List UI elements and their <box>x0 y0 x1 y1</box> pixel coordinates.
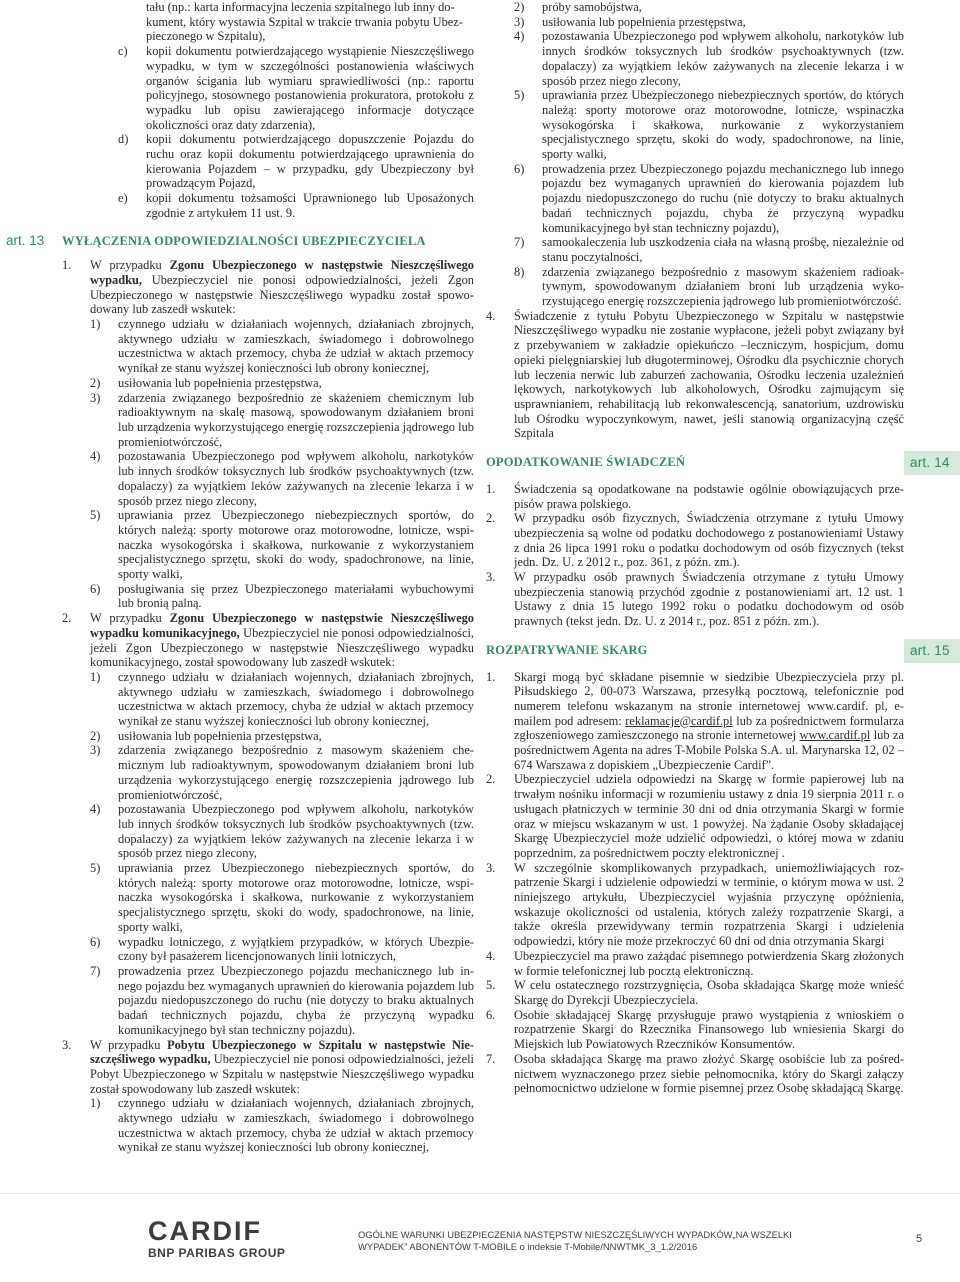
item-text: uprawiania przez Ubezpieczonego niebezpiecznych sportów, do których należą: sporty motorowe oraz motorowodne, lotnicze, wspinaczka wysokogórska i skałkowa, nurkowanie z wykorzystaniem specjalistycznego sprzętu, skoki do wody, spadochronowe, na linie, sporty walki, <box>118 508 474 582</box>
bold-lead: Zgonu Ubezpieczonego w następstwie Nieszczęśliwego wypadku komunikacyjnego, <box>90 611 474 640</box>
paragraph-2-list <box>62 670 474 1038</box>
email-link[interactable]: reklamacje@cardif.pl <box>625 713 733 728</box>
footer-divider <box>0 1193 960 1194</box>
exclusion-item <box>486 235 904 264</box>
item-marker: 1) <box>90 669 101 684</box>
article-title: ROZPATRYWANIE SKARG <box>486 642 648 657</box>
article-14-heading <box>486 455 950 471</box>
item-marker: 2) <box>514 0 525 14</box>
item-marker: e) <box>118 191 128 206</box>
item-c <box>62 44 474 132</box>
exclusion-item <box>62 802 474 861</box>
item-marker: 2) <box>90 728 101 743</box>
item-text: W celu ostatecznego rozstrzygnięcia, Osoba składająca Skargę może wnieść Skargę do Dyrekcji Ubezpieczyciela. <box>514 978 904 1007</box>
item-marker: 4) <box>90 449 101 464</box>
paragraph-text: Świadczenie z tytułu Pobytu Ubezpieczonego w Szpitalu w następstwie Nieszczęśliwego wypadku nie zostanie wypłacone, jeżeli pobyt związany był z przebywaniem w zakładzie opiekuńczo –leczniczym, hospicjum, domu opieki pielęgniarskiej lub długoterminowej, Ośrodku dla psychicznie chorych lub leczenia nerwic lub zaburzeń zachowania, Ośrodku leczenia uzależnień lękowych, narkotykowych lub alkoholowych, Ośrodku zajmującym się usprawnianiem, rehabilitacją lub rekonwalescencją, sanatorium, uzdrowisku lub Ośrodku wypoczynkowym, nawet, jeśli stanowią organizacyjną część Szpitala <box>514 308 904 441</box>
exclusion-item <box>62 861 474 935</box>
item-marker: 3) <box>90 743 101 758</box>
exclusion-item <box>62 317 474 376</box>
item-text: zdarzenia związanego bezpośrednio z masowym skażeniem radioaktywnym, spowodowanym działaniem broni lub urządzenia wykorzystującego energię rozszczepienia jądrowego lub promieniotwórczość. <box>542 264 904 309</box>
item-e <box>62 191 474 220</box>
item-text: zdarzenia związanego bezpośrednio ze skażeniem chemicznym lub radioaktywnym na skalę masową, spowodowanym działaniem broni lub urządzenia wykorzystującego energię rozszczepienia jądrowego lub promieniotwórczość, <box>118 390 474 449</box>
item-text: W przypadku osób fizycznych, Świadczenia otrzymane z tytułu Umowy ubezpieczenia są wolne od podatku dochodowego z postanowieniami Ustawy z dnia 26 lipca 1991 roku o podatku dochodowym od osób fizycznych (tekst jedn. Dz. U. z 2012 r., poz. 361, z późn. zm.). <box>514 511 904 570</box>
article-title: OPODATKOWANIE ŚWIADCZEŃ <box>486 455 686 470</box>
item-text: czynnego udziału w działaniach wojennych, działaniach zbrojnych, aktywnego udziału w zamieszkach, świadomego i dobrowolnego uczestnictwa w aktach przemocy, chyba że udział w aktach przemocy wynikał ze stanu wyższej konieczności lub obrony koniecznej, <box>118 1096 474 1155</box>
item-text: wypadku lotniczego, z wyjątkiem przypadków, w których Ubezpieczony był pasażerem licencjonowanych linii lotniczych, <box>118 934 474 964</box>
complaint-item <box>486 772 904 860</box>
item-text: kopii dokumentu tożsamości Uprawnionego lub Uposażonych zgodnie z artykułem 11 ust. 9. <box>146 191 474 220</box>
item-marker: 6. <box>486 1007 496 1022</box>
item-text: pozostawania Ubezpieczonego pod wpływem alkoholu, narkotyków lub innych środków toksycznych lub środków psychoaktywnych (tzw. dopalaczy) za wyjątkiem leków zażywanych na zlecenie lekarza i w sposób przez niego zlecony, <box>542 29 904 88</box>
exclusion-item <box>62 391 474 450</box>
item-text: W przypadku osób prawnych Świadczenia otrzymane z tytułu Umowy ubezpieczenia stanowią przychód zgodnie z postanowieniami art. 12 ust. 1 Ustawy z dnia 15 lutego 1992 roku o podatku dochodowym od osób prawnych (tekst jedn. Dz. U. z 2014 r., poz. 851 z późn. zm.). <box>514 570 904 629</box>
article-label-badge: art. 15 <box>904 639 960 663</box>
article-title: WYŁĄCZENIA ODPOWIEDZIALNOŚCI UBEZPIECZYCIELA <box>62 233 426 248</box>
item-text: zdarzenia związanego bezpośrednio z masowym skażeniem chemicznym lub radioaktywnym, spowodowanym działaniem broni lub urządzenia wykorzystującego energię rozszczepienia jądrowego lub promieniotwórczość, <box>118 743 474 802</box>
exclusion-item <box>62 508 474 582</box>
item-marker: 4) <box>514 29 525 44</box>
complaint-item-1: 1. Skargi mogą być składane pisemnie w siedzibie Ubezpieczyciela przy pl. Piłsudskiego 2, 00-073 Warszawa, przesyłką pocztową, telefonicznie pod numerem telefonu wskazanym na stronie internetowej www.cardif. pl, e-mailem pod adresem: reklamacje@cardif.pl lub za pośrednictwem formularza zgłoszeniowego zamieszczonego na stronie internetowej www.cardif.pl lub za pośrednictwem Agenta na adres T-Mobile Polska S.A. ul. Marynarska 12, 02 –674 Warszawa z dopiskiem „Ubezpieczenie Cardif”. <box>486 669 904 772</box>
paragraph-marker: 1. <box>62 258 72 273</box>
item-text: kopii dokumentu potwierdzającego dopuszczenie Pojazdu do ruchu oraz kopii dokumentu potwierdzającego uprawnienia do kierowania Pojazdem – w przypadku, gdy Ubezpieczony był prowadzącym Pojazd, <box>146 132 474 191</box>
item-text: usiłowania lub popełnienia przestępstwa, <box>118 375 322 390</box>
exclusion-item <box>486 265 904 309</box>
item-marker: 6) <box>514 161 525 176</box>
item-text: kopii dokumentu potwierdzającego wystąpienie Nieszczęśliwego wypadku, w tym w szczególności postanowienia właściwych organów ścigania lub wymiaru sprawiedliwości (np.: raportu policyjnego, stosownego postanowienia prokuratora, protokołu z wypadku lub opisu zawierającego informacje dotyczące okoliczności oraz daty zdarzenia), <box>146 44 474 132</box>
item-marker: 5. <box>486 978 496 993</box>
article-15-heading <box>486 642 950 658</box>
paragraph-3-list <box>62 1096 474 1155</box>
article-label-badge: art. 14 <box>904 451 960 475</box>
footer-document-title: OGÓLNE WARUNKI UBEZPIECZENIA NASTĘPSTW NIESZCZĘŚLIWYCH WYPADKÓW„NA WSZELKI WYPADEK” ABONENTÓW T-MOBILE o indeksie T-Mobile/NNWTMK_3_1.2/2016 <box>358 1229 792 1252</box>
item-text: Świadczenia są opodatkowane na podstawie ogólnie obowiązujących przepisów prawa polskiego. <box>514 481 904 511</box>
item-marker: 2) <box>90 375 101 390</box>
left-column <box>6 0 475 1155</box>
right-column <box>486 0 950 1096</box>
paragraph-marker: 4. <box>486 308 496 323</box>
item-text: uprawiania przez Ubezpieczonego niebezpiecznych sportów, do których należą: sporty motorowe oraz motorowodne, lotnicze, wspinaczka wysokogórska i skałkowa, nurkowanie z wykorzystaniem specjalistycznego sprzętu, skoki do wody, spadochronowe, na linie, sporty walki, <box>542 88 904 162</box>
paragraph-2: 2. W przypadku Zgonu Ubezpieczonego w następstwie Nieszczęśliwego wypadku komunikacyjnego, Ubezpieczyciel nie ponosi odpowiedzialności, jeżeli Zgon Ubezpieczonego w następstwie Nieszczęśliwego wypadku komunikacyjnego, został spowodowany lub zaszedł wskutek: <box>62 611 474 670</box>
item-marker: 5) <box>90 508 101 523</box>
item-marker: 4) <box>90 802 101 817</box>
item-marker: 7. <box>486 1051 496 1066</box>
item-text: prowadzenia przez Ubezpieczonego pojazdu mechanicznego lub innego pojazdu bez wymaganych uprawnień do kierowania pojazdem lub pojazdu niedopuszczonego do ruchu (nie dotyczy to braku aktualnych badań technicznych pojazdu, chyba że przyczyną wypadku komunikacyjnego był stan techniczny pojazdu). <box>118 964 474 1037</box>
page-footer <box>0 1193 960 1282</box>
item-d <box>62 132 474 191</box>
item-text: Osoba składająca Skargę ma prawo złożyć Skargę osobiście lub za pośrednictwem wyznaczonego przez siebie pełnomocnika, który do Skargi załączy pełnomocnictwo udzielone w formie pisemnej przez Osobę składającą Skargę. <box>514 1051 904 1096</box>
item-marker: 4. <box>486 948 496 963</box>
item-marker: 7) <box>514 235 525 250</box>
website-link[interactable]: www.cardif.pl <box>799 728 871 743</box>
bold-lead: Zgonu Ubezpieczonego w następstwie Nieszczęśliwego wypadku, <box>90 258 474 287</box>
item-text: Osobie składającej Skargę przysługuje prawo wystąpienia z wnioskiem o rozpatrzenie Skargi do Rzecznika Finansowego lub wniesienia Skargi do Miejskich lub Powiatowych Rzeczników Konsumentów. <box>514 1007 904 1052</box>
complaint-item <box>486 1052 904 1096</box>
exclusion-item <box>62 964 474 1038</box>
tax-item <box>486 511 904 570</box>
item-text: czynnego udziału w działaniach wojennych, działaniach zbrojnych, aktywnego udziału w zamieszkach, świadomego i dobrowolnego uczestnictwa w aktach przemocy, chyba że udział w aktach przemocy wynikał ze stanu wyższej konieczności lub obrony koniecznej, <box>118 317 474 376</box>
article-label: art. 13 <box>6 232 45 248</box>
item-text: samookaleczenia lub uszkodzenia ciała na własną prośbę, niezależnie od stanu poczytalności, <box>542 235 904 264</box>
item-marker: 1) <box>90 1096 101 1111</box>
item-marker: 1. <box>486 669 496 684</box>
tax-item <box>486 482 904 511</box>
item-marker: 3. <box>486 570 496 585</box>
bold-lead: Pobytu Ubezpieczonego w Szpitalu w następstwie Nieszczęśliwego wypadku, <box>90 1037 475 1067</box>
item-marker: 5) <box>90 861 101 876</box>
item-marker: 3. <box>486 860 496 875</box>
item-text: usiłowania lub popełnienia przestępstwa, <box>542 14 746 29</box>
article-15-list <box>486 772 904 1095</box>
complaint-item <box>486 949 904 978</box>
item-text: uprawiania przez Ubezpieczonego niebezpiecznych sportów, do których należą: sporty motorowe oraz motorowodne, lotnicze, wspinaczka wysokogórska i skałkowa, nurkowanie z wykorzystaniem specjalistycznego sprzętu, skoki do wody, spadochronowe, na linie, sporty walki, <box>118 861 474 934</box>
item-text: pozostawania Ubezpieczonego pod wpływem alkoholu, narkotyków lub innych środków toksycznych lub środków psychoaktywnych (tzw. dopalaczy) za wyjątkiem leków zażywanych na zlecenie lekarza i w sposób przez niego zlecony, <box>118 802 474 861</box>
item-marker: c) <box>118 44 128 59</box>
item-text: próby samobójstwa, <box>542 0 642 14</box>
exclusion-item <box>62 743 474 802</box>
exclusion-item <box>486 0 904 15</box>
complaint-item <box>486 978 904 1007</box>
exclusion-item <box>486 29 904 88</box>
item-marker: 5) <box>514 88 525 103</box>
exclusion-item <box>62 670 474 729</box>
paragraph-1-list <box>62 317 474 611</box>
exclusion-item <box>62 935 474 964</box>
item-text: Ubezpieczyciel ma prawo zażądać pisemnego potwierdzenia Skarg złożonych w formie telefonicznej lub pocztą elektroniczną. <box>514 948 904 978</box>
exclusion-item <box>486 88 904 162</box>
item-marker: 8) <box>514 264 525 279</box>
logo-tagline: BNP PARIBAS GROUP <box>148 1246 286 1260</box>
page-number: 5 <box>916 1233 923 1245</box>
item-text: usiłowania lub popełnienia przestępstwa, <box>118 728 322 743</box>
exclusion-item <box>62 376 474 391</box>
tax-item <box>486 570 904 629</box>
cardif-logo <box>148 1218 338 1268</box>
item-text: posługiwania się przez Ubezpieczonego materiałami wybuchowymi lub bronią palną. <box>118 581 474 611</box>
paragraph-marker: 2. <box>62 611 72 626</box>
item-marker: 3) <box>514 14 525 29</box>
complaint-item <box>486 861 904 949</box>
item-marker: 1. <box>486 481 496 496</box>
paragraph-3: 3. W przypadku Pobytu Ubezpieczonego w Szpitalu w następstwie Nieszczęśliwego wypadku, Ubezpieczyciel nie ponosi odpowiedzialności, jeżeli Pobyt Ubezpieczonego w Szpitalu w następstwie Nieszczęśliwego wypadku został spowodowany lub zaszedł wskutek: <box>62 1037 475 1096</box>
complaint-item <box>486 1008 904 1052</box>
article-14-list <box>486 482 904 629</box>
item-marker: 7) <box>90 964 101 978</box>
logo-wordmark: CARDIF <box>148 1216 262 1246</box>
exclusion-item <box>62 729 474 744</box>
exclusion-item <box>486 15 904 30</box>
item-text: czynnego udziału w działaniach wojennych, działaniach zbrojnych, aktywnego udziału w zamieszkach, świadomego i dobrowolnego uczestnictwa w aktach przemocy, chyba że udział w aktach przemocy wynikał ze stanu wyższej konieczności lub obrony koniecznej, <box>118 669 474 729</box>
item-marker: 1) <box>90 317 101 332</box>
exclusion-item <box>486 162 904 236</box>
item-marker: 6) <box>90 934 101 949</box>
item-marker: 2. <box>486 511 496 526</box>
item-b-continuation: tału (np.: karta informacyjna leczenia szpitalnego lub inny do- kument, który wystawia Szpital w trakcie trwania pobytu Ubez- pieczonego w Szpitalu), <box>146 0 463 44</box>
item-marker: 2. <box>486 772 496 787</box>
paragraph-3-list-continued <box>486 0 904 309</box>
exclusion-item <box>62 449 474 508</box>
item-marker: 6) <box>90 581 101 596</box>
item-text: W szczególnie skomplikowanych przypadkach, uniemożliwiających rozpatrzenie Skargi i udzielenie odpowiedzi w terminie, o którym mowa w ust. 2 niniejszego artykułu, Ubezpieczyciel wyjaśnia przyczynę opóźnienia, wskazuje okoliczności od ustalenia, których zależy rozpatrzenie Skargi, a także określa przewidywany termin rozpatrzenia Skargi i udzielenia odpowiedzi, który nie może przekroczyć 60 dni od dnia otrzymania Skargi <box>514 860 904 949</box>
paragraph-marker: 3. <box>62 1037 72 1052</box>
exclusion-item <box>62 1096 474 1155</box>
item-text: prowadzenia przez Ubezpieczonego pojazdu mechanicznego lub innego pojazdu bez wymaganych uprawnień do kierowania pojazdem lub pojazdu niedopuszczonego do ruchu (nie dotyczy to braku aktualnych badań technicznych pojazdu, chyba że przyczyną wypadku komunikacyjnego był stan techniczny pojazdu), <box>542 161 904 235</box>
item-marker: d) <box>118 132 129 147</box>
paragraph-4 <box>486 309 904 441</box>
item-text: pozostawania Ubezpieczonego pod wpływem alkoholu, narkotyków lub innych środków toksycznych lub środków psychoaktywnych (tzw. dopalaczy) za wyjątkiem leków zażywanych na zlecenie lekarza i w sposób przez niego zlecony, <box>118 449 474 508</box>
exclusion-item <box>62 582 474 611</box>
item-marker: 3) <box>90 390 101 405</box>
article-13-heading <box>0 234 474 249</box>
item-text: Ubezpieczyciel udziela odpowiedzi na Skargę w formie papierowej lub na trwałym nośniku informacji w rozumieniu ustawy z dnia 19 sierpnia 2011 r. o usługach płatniczych w terminie 30 dni od dnia otrzymania Skargi w formie oraz w miejscu wskazanym w ust. 1 powyżej. Na żądanie Osoby składającej Skargę Ubezpieczyciel może udzielić odpowiedzi, o której mowa w zdaniu poprzednim, za pośrednictwem poczty elektronicznej . <box>514 772 904 860</box>
paragraph-1: 1. W przypadku Zgonu Ubezpieczonego w następstwie Nieszczęśliwego wypadku, Ubezpieczyciel nie ponosi odpowiedzialności, jeżeli Zgon Ubezpieczonego w następstwie Nieszczęśliwego wypadku został spowodowany lub zaszedł wskutek: <box>62 258 474 317</box>
